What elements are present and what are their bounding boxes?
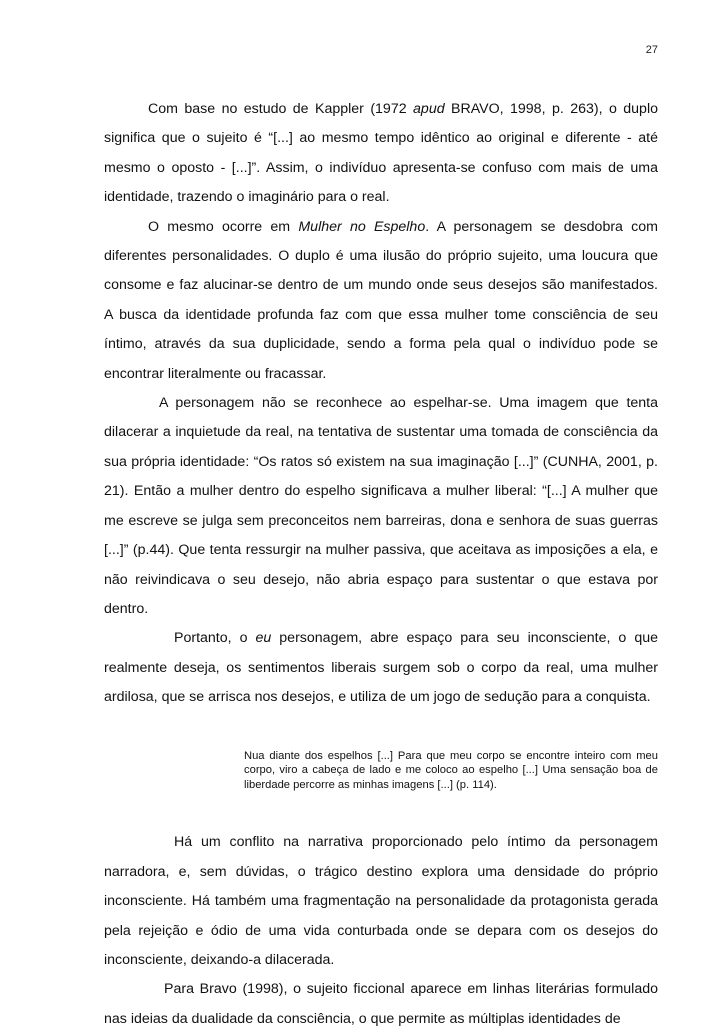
paragraph-2-text-a: O mesmo ocorre em [148,218,299,235]
body-text [104,95,658,1034]
paragraph-2-text-b: . A personagem se desdobra com diferentes personalidades. O duplo é uma ilusão do próprio sujeito, uma loucura que consome e faz alucinar-se dentro de um mundo onde seus desejos são manifestados. A busca da identidade profunda faz com que essa mulher tome consciência de seu íntimo, através da sua duplicidade, sendo a forma pela qual o indivíduo pode se encontrar literalmente ou fracassar. [104,218,658,382]
paragraph-2 [104,213,658,389]
paragraph-1-text-b: BRAVO, 1998, p. 263), o duplo significa que o sujeito é “[...] ao mesmo tempo idêntico ao original e diferente - até mesmo o oposto - [...]”. Assim, o indivíduo apresenta-se confuso com mais de uma identidade, trazendo o imaginário para o real. [104,101,658,206]
paragraph-1-emphasis: apud [413,101,445,117]
paragraph-1-text-a: Com base no estudo de Kappler (1972 [148,101,414,117]
paragraph-4-text-a: Portanto, o [174,630,256,647]
paragraph-5: Há um conflito na narrativa proporcionado pelo íntimo da personagem narradora, e, sem dúvidas, o trágico destino explora uma densidade do próprio inconsciente. Há também uma fragmentação na personalidade da protagonista gerada pela rejeição e ódio de uma vida conturbada onde se depara com os desejos do inconsciente, deixando-a dilacerada. [104,834,658,968]
paragraph-3: A personagem não se reconhece ao espelhar-se. Uma imagem que tenta dilacerar a inquietude da real, na tentativa de sustentar uma tomada de consciência da sua própria identidade: “Os ratos só existem na sua imaginação [...]” (CUNHA, 2001, p. 21). Então a mulher dentro do espelho significava a mulher liberal: “[...] A mulher que me escreve se julga sem preconceitos nem barreiras, dona e senhora de suas guerras [...]” (p.44). Que tenta ressurgir na mulher passiva, que aceitava as imposições a ela, e não reivindicava o seu desejo, não abria espaço para sustentar o que estava por dentro. [104,395,658,617]
paragraph-4 [104,624,658,712]
paragraph-6: Para Bravo (1998), o sujeito ficcional aparece em linhas literárias formulado nas ideias da dualidade da consciência, o que permite as múltiplas identidades de [104,981,658,1027]
paragraph-4-text-b: personagem, abre espaço para seu inconsciente, o que realmente deseja, os sentimentos liberais surgem sob o corpo da real, uma mulher ardilosa, que se arrisca nos desejos, e utiliza de um jogo de sedução para a conquista. [104,630,658,706]
block-quote: Nua diante dos espelhos [...] Para que meu corpo se encontre inteiro com meu corpo, viro a cabeça de lado e me coloco ao espelho [...] Uma sensação boa de liberdade percorre as minhas imagens [...] (p. 114). [244,749,658,791]
paragraph-1 [104,95,658,213]
paragraph-4-emphasis: eu [255,630,272,647]
page-number: 27 [645,44,658,56]
paragraph-2-emphasis: Mulher no Espelho [298,218,426,235]
